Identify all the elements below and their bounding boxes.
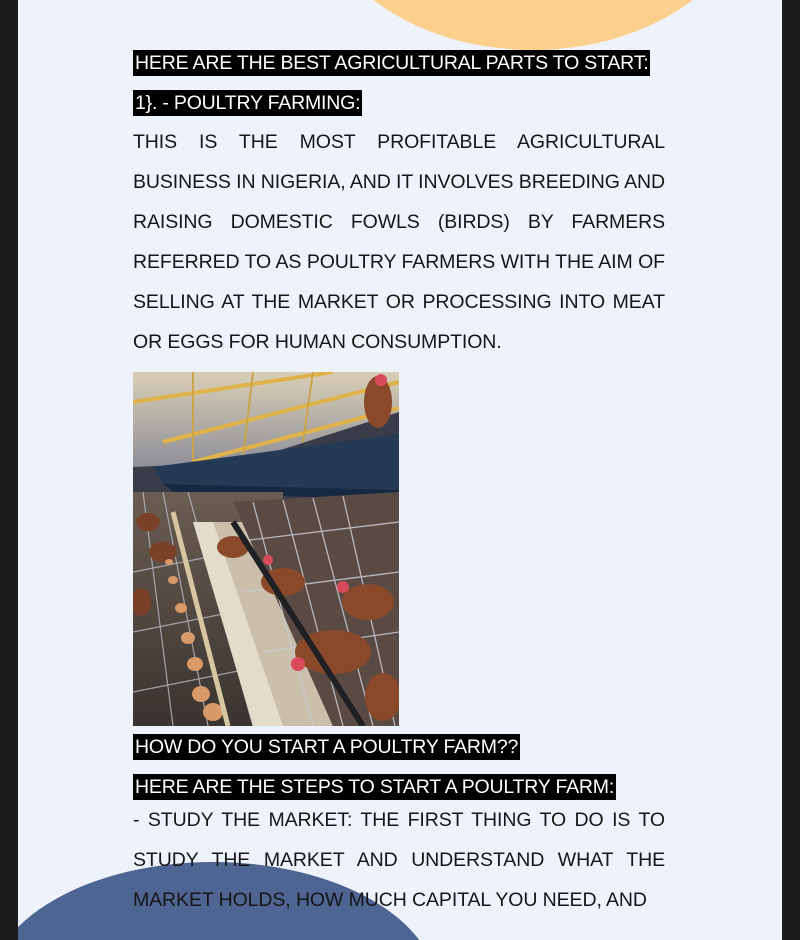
decorative-top-blob bbox=[313, 0, 753, 50]
heading-how-to-start: HOW DO YOU START A POULTRY FARM?? bbox=[135, 736, 519, 758]
heading-steps: HERE ARE THE STEPS TO START A POULTRY FARM: bbox=[135, 776, 615, 798]
document-page bbox=[18, 0, 782, 940]
poultry-farm-photo bbox=[133, 372, 399, 726]
heading-best-parts: HERE ARE THE BEST AGRICULTURAL PARTS TO START: bbox=[135, 52, 649, 74]
document-content bbox=[133, 50, 665, 920]
heading-poultry-farming: 1}. - POULTRY FARMING: bbox=[135, 92, 361, 114]
steps-paragraph: - STUDY THE MARKET: THE FIRST THING TO DO IS TO STUDY THE MARKET AND UNDERSTAND WHAT THE MARKET HOLDS, HOW MUCH CAPITAL YOU NEED, AND bbox=[133, 809, 665, 911]
poultry-farm-photo-graphic bbox=[133, 372, 399, 726]
poultry-paragraph: THIS IS THE MOST PROFITABLE AGRICULTURAL BUSINESS IN NIGERIA, AND IT INVOLVES BREEDING AND RAISING DOMESTIC FOWLS (BIRDS) BY FARMERS REFERRED TO AS POULTRY FARMERS WITH THE AIM OF SELLING AT THE MARKET OR PROCESSING INTO MEAT OR EGGS FOR HUMAN CONSUMPTION. bbox=[133, 131, 665, 353]
